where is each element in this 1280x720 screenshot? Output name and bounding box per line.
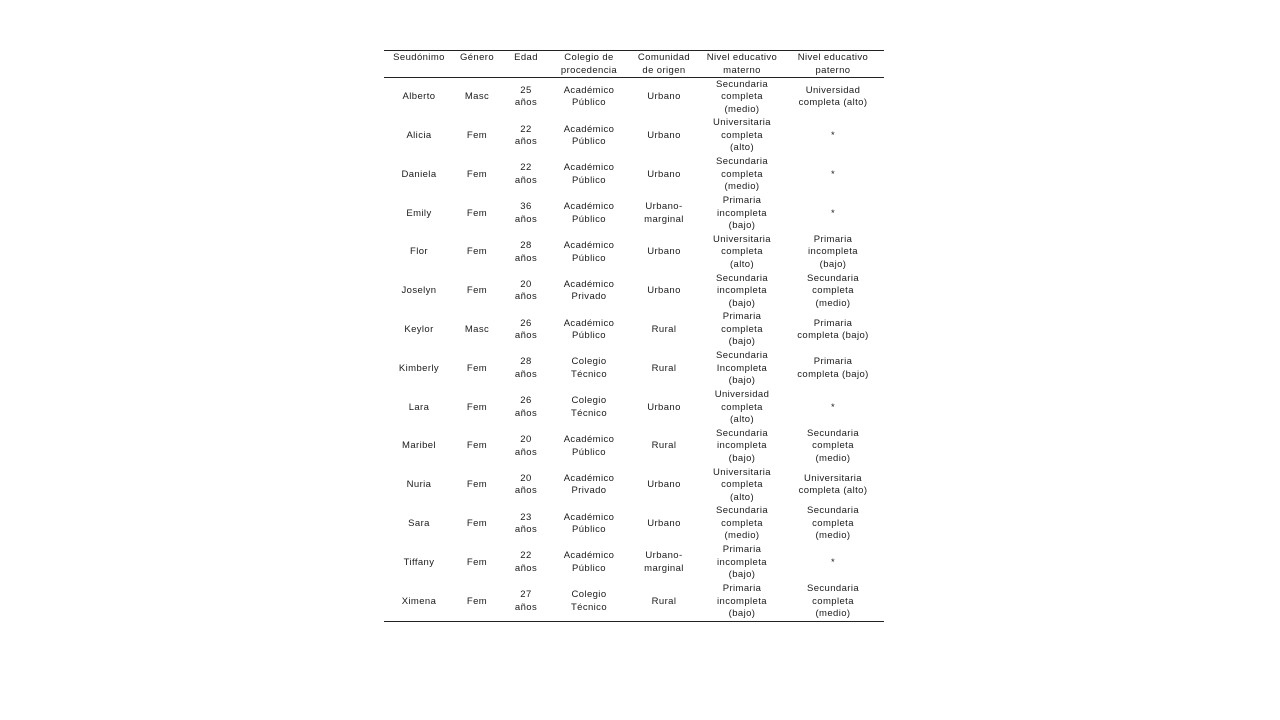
cell-genero-text: Fem — [466, 285, 488, 297]
cell-edad — [500, 117, 552, 156]
header-row — [384, 51, 884, 78]
table-header — [384, 51, 884, 78]
cell-nivel-paterno-text: Primaria incompleta (bajo) — [808, 233, 858, 270]
cell-comunidad-text: Urbano — [647, 91, 681, 103]
cell-edad-text: 28 años — [514, 356, 538, 380]
cell-nivel-paterno — [782, 466, 884, 505]
table-row — [384, 350, 884, 389]
cell-edad-text: 36 años — [514, 201, 538, 225]
cell-comunidad — [626, 194, 702, 233]
cell-nivel-paterno-text: * — [830, 129, 836, 141]
cell-genero-text: Fem — [466, 246, 488, 258]
header-comunidad — [626, 51, 702, 78]
cell-comunidad — [626, 156, 702, 195]
cell-nivel-materno — [702, 505, 782, 544]
cell-nivel-paterno-text: Primaria completa (bajo) — [797, 356, 869, 380]
cell-nivel-materno — [702, 582, 782, 621]
cell-genero-text: Fem — [466, 440, 488, 452]
cell-nivel-materno — [702, 388, 782, 427]
cell-seudonimo — [384, 233, 454, 272]
cell-edad — [500, 582, 552, 621]
cell-genero-text: Fem — [466, 129, 488, 141]
cell-genero — [454, 117, 500, 156]
cell-nivel-paterno-text: Secundaria completa (medio) — [806, 272, 860, 309]
cell-colegio-text: Colegio Técnico — [570, 356, 608, 380]
cell-comunidad-text: Rural — [651, 440, 677, 452]
cell-nivel-materno-text: Primaria incompleta (bajo) — [717, 195, 767, 232]
table-row — [384, 544, 884, 583]
cell-genero-text: Masc — [464, 323, 490, 335]
cell-seudonimo — [384, 194, 454, 233]
cell-comunidad-text: Urbano — [647, 246, 681, 258]
table-row — [384, 582, 884, 621]
cell-nivel-materno — [702, 427, 782, 466]
cell-nivel-paterno-text: Secundaria completa (medio) — [806, 427, 860, 464]
cell-nivel-paterno — [782, 350, 884, 389]
cell-nivel-paterno — [782, 272, 884, 311]
cell-seudonimo-text: Kimberly — [398, 362, 440, 374]
cell-edad-text: 25 años — [514, 84, 538, 109]
cell-nivel-materno-text: Secundaria completa (medio) — [715, 78, 769, 115]
cell-nivel-materno-text: Secundaria incompleta (bajo) — [715, 272, 769, 309]
cell-seudonimo — [384, 427, 454, 466]
cell-nivel-materno-text: Universidad completa (alto) — [714, 389, 770, 426]
cell-colegio — [552, 388, 626, 427]
cell-nivel-paterno — [782, 544, 884, 583]
cell-nivel-paterno — [782, 117, 884, 156]
table-row — [384, 117, 884, 156]
cell-comunidad — [626, 466, 702, 505]
cell-colegio — [552, 582, 626, 621]
cell-nivel-materno — [702, 78, 782, 117]
cell-comunidad — [626, 582, 702, 621]
cell-colegio-text: Académico Público — [563, 434, 615, 458]
cell-seudonimo-text: Keylor — [404, 323, 434, 335]
cell-genero-text: Fem — [466, 168, 488, 180]
cell-seudonimo — [384, 156, 454, 195]
cell-nivel-paterno — [782, 505, 884, 544]
cell-nivel-paterno-text: * — [830, 207, 836, 219]
cell-edad-text: 20 años — [514, 472, 538, 497]
table-row — [384, 194, 884, 233]
cell-nivel-paterno — [782, 311, 884, 350]
cell-colegio-text: Académico Público — [563, 550, 615, 574]
participants-table — [384, 50, 884, 622]
cell-seudonimo — [384, 311, 454, 350]
cell-nivel-paterno — [782, 388, 884, 427]
cell-comunidad-text: Urbano — [647, 168, 681, 180]
cell-comunidad-text: Urbano — [647, 401, 681, 413]
cell-seudonimo-text: Lara — [408, 401, 430, 413]
cell-seudonimo-text: Tiffany — [403, 556, 435, 568]
participants-table-container — [384, 50, 884, 622]
cell-seudonimo — [384, 350, 454, 389]
cell-comunidad-text: Urbano- marginal — [644, 201, 684, 225]
cell-nivel-paterno-text: * — [830, 401, 836, 413]
header-genero-label: Género — [459, 52, 495, 63]
cell-genero — [454, 466, 500, 505]
cell-colegio — [552, 544, 626, 583]
cell-edad — [500, 505, 552, 544]
cell-seudonimo — [384, 466, 454, 505]
cell-edad-text: 22 años — [514, 162, 538, 186]
cell-comunidad-text: Rural — [651, 595, 677, 607]
cell-nivel-materno-text: Secundaria incompleta (bajo) — [715, 427, 769, 464]
cell-genero-text: Fem — [466, 517, 488, 529]
cell-nivel-materno — [702, 544, 782, 583]
cell-nivel-materno — [702, 466, 782, 505]
cell-edad — [500, 156, 552, 195]
header-genero — [454, 51, 500, 78]
cell-genero — [454, 544, 500, 583]
cell-nivel-paterno-text: * — [830, 556, 836, 568]
cell-nivel-paterno-text: Secundaria completa (medio) — [806, 583, 860, 619]
cell-nivel-paterno-text: Primaria completa (bajo) — [797, 317, 869, 342]
cell-colegio-text: Académico Público — [563, 240, 615, 264]
cell-seudonimo — [384, 272, 454, 311]
cell-seudonimo-text: Joselyn — [401, 285, 437, 297]
cell-edad — [500, 272, 552, 311]
header-nivel-materno — [702, 51, 782, 78]
cell-colegio-text: Académico Público — [563, 162, 615, 186]
header-seudonimo-label: Seudónimo — [393, 52, 445, 63]
cell-nivel-materno-text: Universitaria completa (alto) — [713, 233, 771, 270]
cell-genero — [454, 194, 500, 233]
cell-edad — [500, 544, 552, 583]
cell-edad-text: 28 años — [514, 240, 538, 264]
cell-genero — [454, 311, 500, 350]
cell-genero-text: Fem — [466, 401, 488, 413]
header-edad — [500, 51, 552, 78]
cell-nivel-paterno-text: Secundaria completa (medio) — [806, 505, 860, 542]
cell-nivel-materno-text: Secundaria completa (medio) — [715, 156, 769, 193]
header-nivel-materno-label: Nivel educativo materno — [706, 52, 778, 76]
header-seudonimo — [384, 51, 454, 78]
cell-comunidad — [626, 233, 702, 272]
cell-comunidad — [626, 350, 702, 389]
table-row — [384, 156, 884, 195]
cell-genero — [454, 156, 500, 195]
cell-genero — [454, 582, 500, 621]
header-edad-label: Edad — [514, 52, 538, 63]
cell-nivel-materno-text: Primaria incompleta (bajo) — [717, 583, 767, 619]
cell-genero-text: Fem — [466, 362, 488, 374]
cell-edad — [500, 194, 552, 233]
cell-colegio-text: Académico Público — [563, 84, 615, 109]
table-row — [384, 466, 884, 505]
table-row — [384, 505, 884, 544]
cell-nivel-paterno-text: Universitaria completa (alto) — [798, 472, 868, 497]
cell-nivel-materno — [702, 272, 782, 311]
cell-edad-text: 22 años — [514, 550, 538, 574]
cell-seudonimo — [384, 544, 454, 583]
cell-edad — [500, 311, 552, 350]
cell-colegio — [552, 350, 626, 389]
cell-nivel-materno-text: Primaria completa (bajo) — [721, 311, 763, 348]
cell-seudonimo-text: Daniela — [401, 168, 437, 180]
cell-genero — [454, 427, 500, 466]
cell-edad — [500, 350, 552, 389]
table-row — [384, 78, 884, 117]
cell-edad — [500, 466, 552, 505]
cell-seudonimo — [384, 388, 454, 427]
cell-genero — [454, 505, 500, 544]
cell-seudonimo — [384, 117, 454, 156]
cell-nivel-materno-text: Universitaria completa (alto) — [713, 117, 771, 154]
header-comunidad-label: Comunidad de origen — [637, 52, 691, 76]
cell-edad — [500, 427, 552, 466]
cell-seudonimo-text: Nuria — [406, 479, 432, 491]
cell-edad-text: 23 años — [514, 511, 538, 536]
table-body — [384, 78, 884, 622]
cell-genero — [454, 388, 500, 427]
cell-nivel-materno-text: Primaria incompleta (bajo) — [717, 544, 767, 581]
cell-genero — [454, 78, 500, 117]
header-colegio-label: Colegio de procedencia — [560, 52, 618, 76]
cell-comunidad — [626, 272, 702, 311]
cell-nivel-paterno — [782, 427, 884, 466]
cell-genero — [454, 233, 500, 272]
cell-seudonimo-text: Alberto — [402, 91, 436, 103]
cell-nivel-materno — [702, 350, 782, 389]
cell-edad — [500, 78, 552, 117]
cell-nivel-paterno — [782, 194, 884, 233]
cell-seudonimo-text: Alicia — [406, 129, 432, 141]
cell-comunidad — [626, 544, 702, 583]
cell-comunidad — [626, 117, 702, 156]
cell-colegio-text: Académico Público — [563, 317, 615, 342]
cell-edad-text: 22 años — [514, 123, 538, 148]
cell-seudonimo-text: Flor — [410, 246, 428, 258]
cell-genero — [454, 350, 500, 389]
cell-colegio — [552, 466, 626, 505]
cell-genero-text: Fem — [466, 207, 488, 219]
table-row — [384, 272, 884, 311]
cell-edad-text: 27 años — [514, 589, 538, 613]
cell-nivel-materno — [702, 117, 782, 156]
table-row — [384, 427, 884, 466]
cell-nivel-materno-text: Secundaria completa (medio) — [715, 505, 769, 542]
cell-comunidad — [626, 311, 702, 350]
cell-edad-text: 26 años — [514, 395, 538, 419]
cell-comunidad — [626, 78, 702, 117]
cell-genero-text: Masc — [464, 91, 490, 103]
cell-nivel-paterno-text: Universidad completa (alto) — [798, 84, 868, 109]
cell-seudonimo-text: Sara — [408, 517, 430, 529]
cell-colegio — [552, 272, 626, 311]
cell-edad — [500, 233, 552, 272]
cell-edad-text: 20 años — [514, 434, 538, 458]
cell-colegio-text: Académico Público — [563, 201, 615, 225]
cell-nivel-paterno — [782, 582, 884, 621]
cell-nivel-paterno — [782, 78, 884, 117]
cell-nivel-materno — [702, 311, 782, 350]
cell-colegio — [552, 78, 626, 117]
cell-genero — [454, 272, 500, 311]
cell-colegio — [552, 505, 626, 544]
cell-colegio-text: Académico Público — [563, 123, 615, 148]
cell-colegio-text: Académico Privado — [563, 472, 615, 497]
cell-genero-text: Fem — [466, 595, 488, 607]
cell-seudonimo — [384, 582, 454, 621]
cell-genero-text: Fem — [466, 479, 488, 491]
table-row — [384, 388, 884, 427]
cell-seudonimo-text: Maribel — [402, 440, 436, 452]
cell-comunidad-text: Urbano — [647, 517, 681, 529]
cell-edad — [500, 388, 552, 427]
header-nivel-paterno-label: Nivel educativo paterno — [797, 52, 869, 76]
cell-comunidad — [626, 427, 702, 466]
cell-nivel-materno — [702, 156, 782, 195]
cell-colegio — [552, 117, 626, 156]
cell-comunidad — [626, 505, 702, 544]
cell-nivel-materno — [702, 194, 782, 233]
cell-colegio-text: Académico Público — [563, 511, 615, 536]
cell-comunidad-text: Rural — [651, 362, 677, 374]
cell-comunidad-text: Urbano — [647, 285, 681, 297]
cell-seudonimo-text: Emily — [406, 207, 432, 219]
cell-comunidad-text: Urbano — [647, 479, 681, 491]
cell-nivel-materno — [702, 233, 782, 272]
cell-colegio — [552, 194, 626, 233]
cell-edad-text: 26 años — [514, 317, 538, 342]
cell-nivel-paterno-text: * — [830, 168, 836, 180]
cell-nivel-materno-text: Secundaria Incompleta (bajo) — [715, 350, 769, 387]
cell-comunidad-text: Rural — [651, 323, 677, 335]
cell-edad-text: 20 años — [514, 278, 538, 303]
cell-nivel-paterno — [782, 233, 884, 272]
cell-colegio-text: Académico Privado — [563, 278, 615, 303]
cell-nivel-paterno — [782, 156, 884, 195]
cell-colegio-text: Colegio Técnico — [570, 395, 608, 419]
cell-comunidad-text: Urbano- marginal — [644, 550, 684, 574]
cell-colegio — [552, 427, 626, 466]
cell-seudonimo — [384, 78, 454, 117]
cell-colegio — [552, 233, 626, 272]
header-nivel-paterno — [782, 51, 884, 78]
cell-comunidad — [626, 388, 702, 427]
header-colegio — [552, 51, 626, 78]
cell-seudonimo — [384, 505, 454, 544]
cell-colegio — [552, 311, 626, 350]
cell-colegio-text: Colegio Técnico — [570, 589, 608, 613]
cell-seudonimo-text: Ximena — [401, 595, 437, 607]
cell-colegio — [552, 156, 626, 195]
table-row — [384, 311, 884, 350]
table-row — [384, 233, 884, 272]
cell-comunidad-text: Urbano — [647, 129, 681, 141]
cell-genero-text: Fem — [466, 556, 488, 568]
cell-nivel-materno-text: Universitaria completa (alto) — [713, 466, 771, 503]
